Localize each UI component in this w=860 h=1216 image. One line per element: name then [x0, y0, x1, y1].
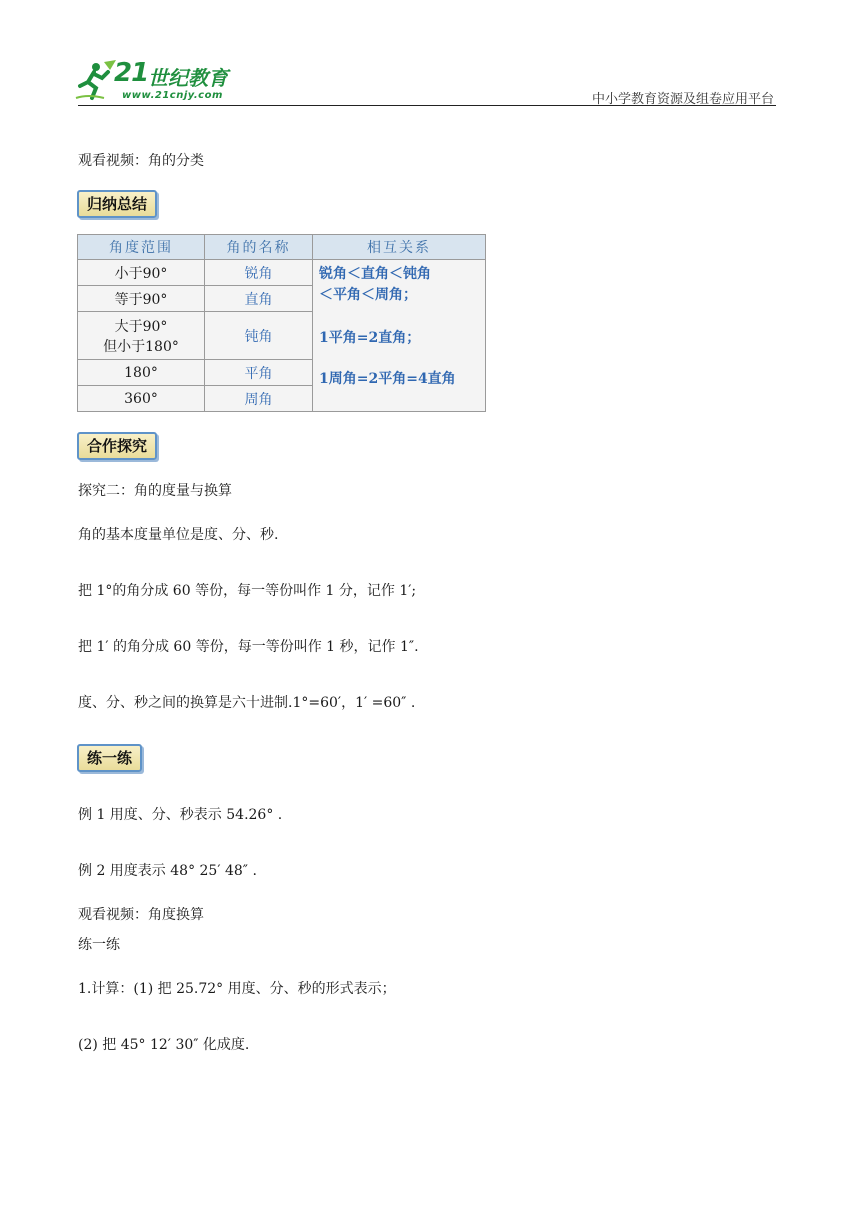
practice-badge: 练一练: [77, 744, 142, 772]
name-cell: 锐角: [205, 260, 313, 286]
range-cell: 360°: [78, 386, 205, 412]
example-2: 例 2 用度表示 48° 25′ 48″ .: [78, 863, 257, 879]
range-cell: 小于90°: [78, 260, 205, 286]
relation-line: ＜平角＜周角；: [319, 287, 417, 303]
example-1: 例 1 用度、分、秒表示 54.26° .: [78, 807, 283, 823]
explore-p4: 度、分、秒之间的换算是六十进制.1°=60′，1′ =60″ .: [78, 695, 416, 711]
range-cell: 等于90°: [78, 286, 205, 312]
summary-badge: 归纳总结: [77, 190, 157, 218]
name-cell: 周角: [205, 386, 313, 412]
question-1: 1.计算：(1) 把 25.72° 用度、分、秒的形式表示；: [78, 981, 396, 997]
logo-number: 21: [114, 58, 149, 88]
logo-url: www.21cnjy.com: [122, 90, 223, 101]
range-cell: 180°: [78, 360, 205, 386]
table-row: [78, 260, 486, 286]
relation-cell: [313, 260, 486, 412]
header-name: 角的名称: [205, 235, 313, 260]
header-range: 角度范围: [78, 235, 205, 260]
runner-icon: [74, 58, 118, 102]
logo-name: 世纪教育: [148, 66, 228, 90]
explore-p1: 角的基本度量单位是度、分、秒.: [78, 527, 279, 543]
range-line: 但小于180°: [103, 338, 179, 355]
page-header: [0, 0, 860, 110]
explore-title: 探究二：角的度量与换算: [78, 483, 232, 499]
logo: [74, 58, 244, 106]
relation-line: 1周角=2平角=4直角: [319, 371, 456, 387]
table-header-row: [78, 235, 486, 260]
platform-label: 中小学教育资源及组卷应用平台: [591, 92, 774, 107]
range-line: 大于90°: [114, 318, 168, 335]
name-cell: 直角: [205, 286, 313, 312]
header-relation: 相互关系: [313, 235, 486, 260]
header-divider: [78, 105, 776, 106]
explore-badge: 合作探究: [77, 432, 157, 460]
practice-label: 练一练: [78, 937, 120, 953]
intro-text: 观看视频：角的分类: [78, 153, 204, 169]
question-2: (2) 把 45° 12′ 30″ 化成度.: [78, 1037, 250, 1053]
video-text: 观看视频：角度换算: [78, 907, 204, 923]
angle-summary-table: [77, 234, 486, 412]
name-cell: 钝角: [205, 312, 313, 360]
name-cell: 平角: [205, 360, 313, 386]
relation-line: 锐角＜直角＜钝角: [319, 266, 431, 282]
relation-line: 1平角=2直角；: [319, 330, 421, 346]
explore-p2: 把 1°的角分成 60 等份，每一等份叫作 1 分，记作 1′;: [78, 583, 417, 599]
range-cell: [78, 312, 205, 360]
explore-p3: 把 1′ 的角分成 60 等份，每一等份叫作 1 秒，记作 1″.: [78, 639, 419, 655]
